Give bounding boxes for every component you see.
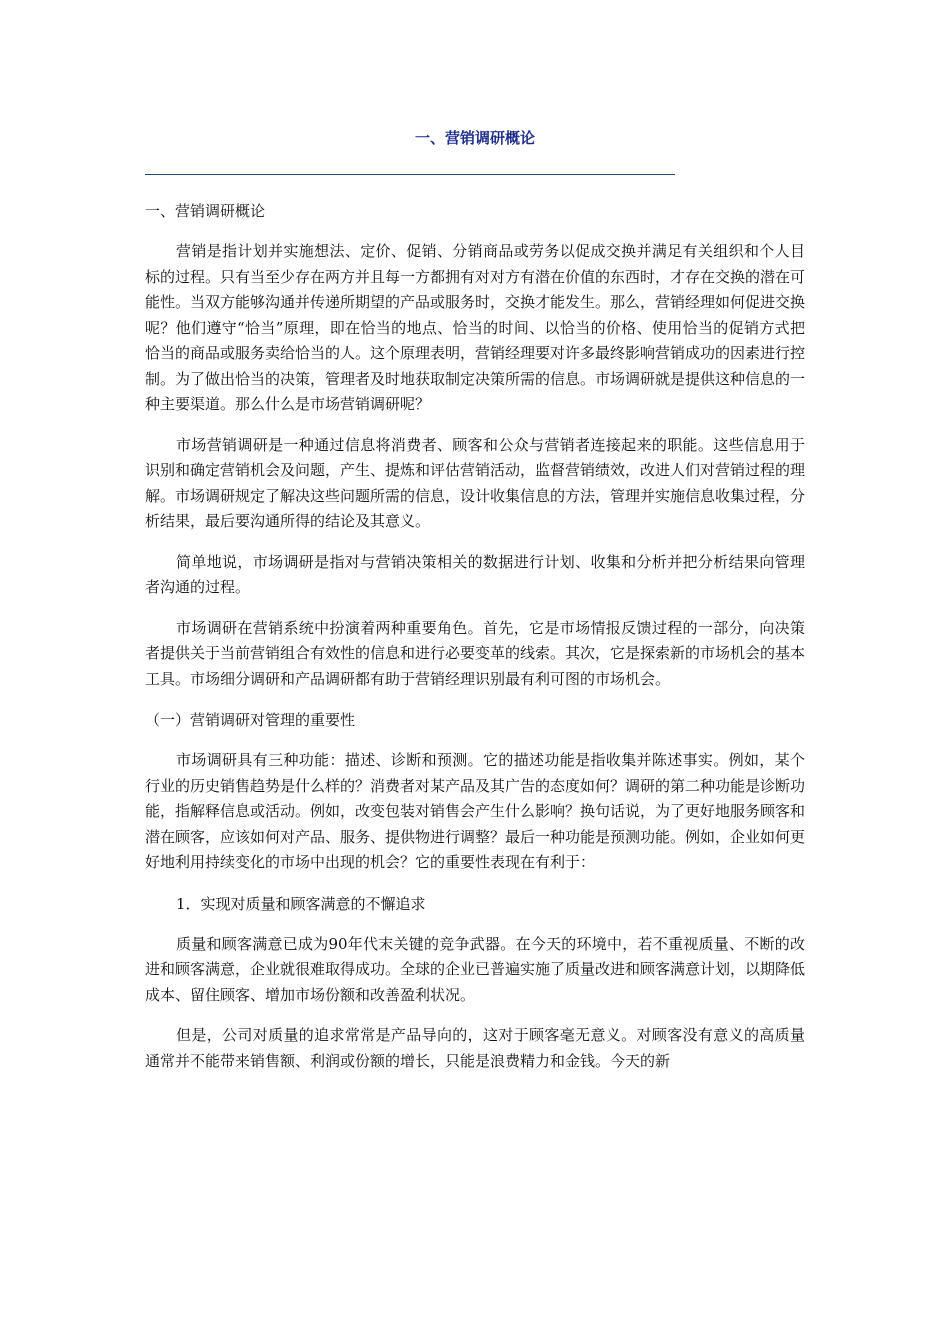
subsection-heading: （一）营销调研对管理的重要性 <box>145 711 356 729</box>
paragraph: 市场调研在营销系统中扮演着两种重要角色。首先，它是市场情报反馈过程的一部分，向决策者提供关于当前营销组合有效性的信息和进行必要变革的线索。其次，它是探索新的市场机会的基本工具。市场细分调研和产品调研都有助于营销经理识别最有利可图的市场机会。 <box>145 618 806 688</box>
numbered-heading: 1．实现对质量和顾客满意的不懈追求 <box>176 894 426 913</box>
paragraph: 市场营销调研是一种通过信息将消费者、顾客和公众与营销者连接起来的职能。这些信息用于识别和确定营销机会及问题，产生、提炼和评估营销活动，监督营销绩效，改进人们对营销过程的理解。市场调研规定了解决这些问题所需的信息，设计收集信息的方法，管理并实施信息收集过程，分析结果，最后要沟通所得的结论及其意义。 <box>145 435 806 530</box>
document-title: 一、营销调研概论 <box>414 129 535 147</box>
paragraph: 市场调研具有三种功能：描述、诊断和预测。它的描述功能是指收集并陈述事实。例如，某个行业的历史销售趋势是什么样的？消费者对某产品及其广告的态度如何？调研的第二种功能是诊断功能，指解释信息或活动。例如，改变包装对销售会产生什么影响？换句话说，为了更好地服务顾客和潜在顾客，应该如何对产品、服务、提供物进行调整？最后一种功能是预测功能。例如，企业如何更好地利用持续变化的市场中出现的机会？它的重要性表现在有利于： <box>145 751 806 871</box>
document-body <box>145 198 805 1089</box>
paragraph: 质量和顾客满意已成为90年代末关键的竞争武器。在今天的环境中，若不重视质量、不断的改进和顾客满意，企业就很难取得成功。全球的企业已普遍实施了质量改进和顾客满意计划，以期降低成本、留住顾客、增加市场份额和改善盈利状况。 <box>145 934 806 1004</box>
section-heading: 一、营销调研概论 <box>145 202 266 220</box>
title-divider <box>145 174 675 175</box>
paragraph: 营销是指计划并实施想法、定价、促销、分销商品或劳务以促成交换并满足有关组织和个人目标的过程。只有当至少存在两方并且每一方都拥有对对方有潜在价值的东西时，才存在交换的潜在可能性。当双方能够沟通并传递所期望的产品或服务时，交换才能发生。那么，营销经理如何促进交换呢？他们遵守“恰当”原理，即在恰当的地点、恰当的时间、以恰当的价格、使用恰当的促销方式把恰当的商品或服务卖给恰当的人。这个原理表明，营销经理要对许多最终影响营销成功的因素进行控制。为了做出恰当的决策，管理者及时地获取制定决策所需的信息。市场调研就是提供这种信息的一种主要渠道。那么什么是市场营销调研呢？ <box>145 242 806 413</box>
paragraph: 但是，公司对质量的追求常常是产品导向的，这对于顾客毫无意义。对顾客没有意义的高质量通常并不能带来销售额、利润或份额的增长，只能是浪费精力和金钱。今天的新 <box>145 1026 805 1070</box>
paragraph: 简单地说，市场调研是指对与营销决策相关的数据进行计划、收集和分析并把分析结果向管理者沟通的过程。 <box>145 552 805 596</box>
